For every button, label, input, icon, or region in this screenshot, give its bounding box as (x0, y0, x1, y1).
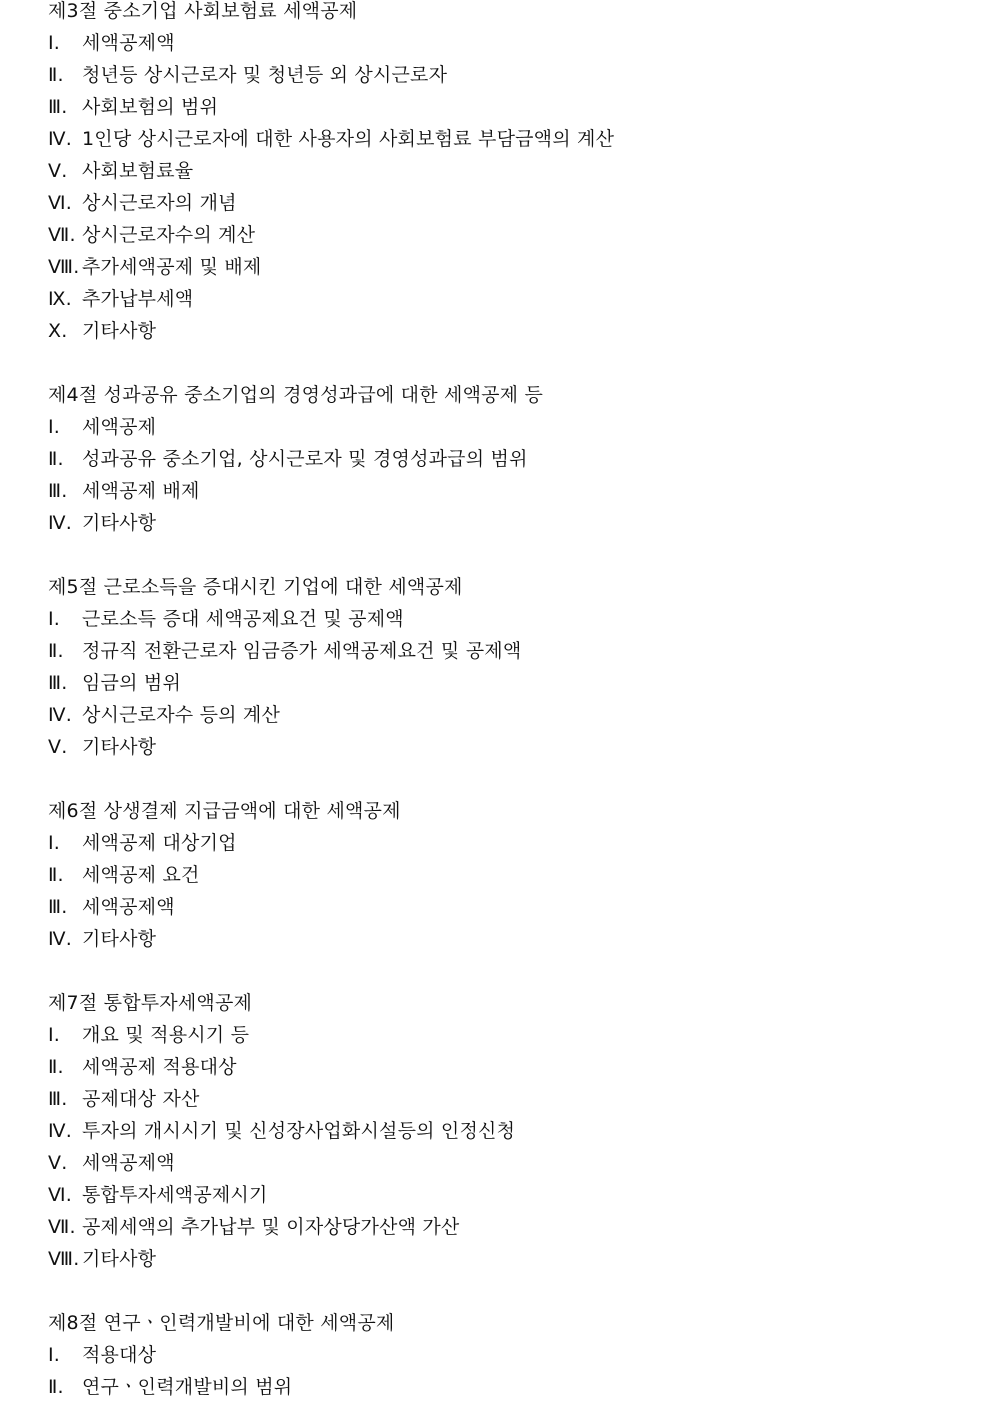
item-number: Ⅲ. (48, 896, 68, 918)
toc-item (48, 1179, 968, 1211)
item-number: Ⅷ. (48, 1248, 80, 1270)
item-number: Ⅸ. (48, 288, 72, 310)
toc-item (48, 251, 968, 283)
toc-item (48, 859, 968, 891)
toc-item (48, 1051, 968, 1083)
toc-item (48, 1019, 968, 1051)
section-heading: 제4절 성과공유 중소기업의 경영성과급에 대한 세액공제 등 (48, 384, 544, 406)
item-number: Ⅱ. (48, 1376, 64, 1398)
toc-item (48, 27, 968, 59)
item-number: Ⅴ. (48, 736, 68, 758)
toc-item (48, 1115, 968, 1147)
toc-section (48, 1307, 968, 1403)
item-title: 적용대상 (82, 1344, 157, 1366)
item-number: Ⅰ. (48, 1024, 61, 1046)
item-title: 추가납부세액 (82, 288, 194, 310)
item-title: 기타사항 (82, 320, 157, 342)
item-number: Ⅱ. (48, 1056, 64, 1078)
item-title: 공제대상 자산 (82, 1088, 200, 1110)
item-title: 근로소득 증대 세액공제요건 및 공제액 (82, 608, 404, 630)
item-title: 정규직 전환근로자 임금증가 세액공제요건 및 공제액 (82, 640, 522, 662)
item-title: 통합투자세액공제시기 (82, 1184, 268, 1206)
toc-item (48, 1243, 968, 1275)
item-title: 기타사항 (82, 1248, 157, 1270)
item-title: 추가세액공제 및 배제 (82, 256, 262, 278)
toc-item (48, 699, 968, 731)
item-number: Ⅲ. (48, 480, 68, 502)
item-title: 투자의 개시시기 및 신성장사업화시설등의 인정신청 (82, 1120, 516, 1142)
toc-item (48, 731, 968, 763)
toc-item (48, 603, 968, 635)
toc-item (48, 59, 968, 91)
toc-item (48, 315, 968, 347)
toc-section (48, 379, 968, 539)
section-heading: 제6절 상생결제 지급금액에 대한 세액공제 (48, 800, 401, 822)
item-title: 공제세액의 추가납부 및 이자상당가산액 가산 (82, 1216, 460, 1238)
item-title: 세액공제 (82, 416, 157, 438)
toc-item (48, 1371, 968, 1403)
item-title: 임금의 범위 (82, 672, 182, 694)
toc-item (48, 1083, 968, 1115)
toc-item (48, 1211, 968, 1243)
item-title: 세액공제 적용대상 (82, 1056, 237, 1078)
item-number: Ⅵ. (48, 192, 72, 214)
item-number: Ⅲ. (48, 96, 68, 118)
item-title: 성과공유 중소기업, 상시근로자 및 경영성과급의 범위 (82, 448, 528, 470)
item-number: Ⅰ. (48, 832, 61, 854)
section-heading: 제7절 통합투자세액공제 (48, 992, 253, 1014)
item-title: 사회보험의 범위 (82, 96, 219, 118)
toc-item (48, 1147, 968, 1179)
toc-item (48, 923, 968, 955)
item-number: Ⅱ. (48, 640, 64, 662)
item-number: Ⅲ. (48, 1088, 68, 1110)
item-title: 개요 및 적용시기 등 (82, 1024, 250, 1046)
item-title: 세액공제액 (82, 1152, 175, 1174)
item-number: Ⅷ. (48, 256, 80, 278)
toc-item (48, 411, 968, 443)
toc-section (48, 0, 968, 347)
item-number: Ⅳ. (48, 1120, 72, 1142)
item-title: 세액공제 요건 (82, 864, 200, 886)
item-number: Ⅶ. (48, 224, 76, 246)
item-number: Ⅱ. (48, 448, 64, 470)
toc-item (48, 827, 968, 859)
toc-item (48, 891, 968, 923)
item-number: Ⅵ. (48, 1184, 72, 1206)
item-number: Ⅹ. (48, 320, 68, 342)
toc-item (48, 1339, 968, 1371)
item-number: Ⅲ. (48, 672, 68, 694)
item-number: Ⅰ. (48, 416, 61, 438)
item-number: Ⅳ. (48, 128, 72, 150)
item-number: Ⅴ. (48, 160, 68, 182)
item-title: 기타사항 (82, 512, 157, 534)
toc-item (48, 155, 968, 187)
item-title: 상시근로자수의 계산 (82, 224, 256, 246)
toc-item (48, 219, 968, 251)
item-title: 세액공제 대상기업 (82, 832, 237, 854)
item-title: 청년등 상시근로자 및 청년등 외 상시근로자 (82, 64, 448, 86)
toc-section (48, 795, 968, 955)
table-of-contents (48, 0, 968, 1403)
item-title: 연구ㆍ인력개발비의 범위 (82, 1376, 293, 1398)
item-number: Ⅳ. (48, 512, 72, 534)
item-title: 사회보험료율 (82, 160, 194, 182)
item-number: Ⅴ. (48, 1152, 68, 1174)
item-title: 상시근로자의 개념 (82, 192, 237, 214)
toc-item (48, 123, 968, 155)
toc-item (48, 283, 968, 315)
toc-section (48, 987, 968, 1275)
section-heading: 제3절 중소기업 사회보험료 세액공제 (48, 0, 358, 22)
toc-item (48, 91, 968, 123)
toc-section (48, 571, 968, 763)
toc-item (48, 475, 968, 507)
item-number: Ⅶ. (48, 1216, 76, 1238)
item-title: 세액공제액 (82, 896, 175, 918)
item-title: 세액공제액 (82, 32, 175, 54)
item-title: 기타사항 (82, 928, 157, 950)
item-title: 1인당 상시근로자에 대한 사용자의 사회보험료 부담금액의 계산 (82, 128, 615, 150)
item-number: Ⅳ. (48, 704, 72, 726)
item-number: Ⅰ. (48, 1344, 61, 1366)
section-heading: 제8절 연구ㆍ인력개발비에 대한 세액공제 (48, 1312, 395, 1334)
item-number: Ⅳ. (48, 928, 72, 950)
item-title: 상시근로자수 등의 계산 (82, 704, 281, 726)
item-number: Ⅰ. (48, 32, 61, 54)
toc-item (48, 187, 968, 219)
toc-item (48, 507, 968, 539)
toc-item (48, 635, 968, 667)
toc-item (48, 443, 968, 475)
item-title: 기타사항 (82, 736, 157, 758)
toc-item (48, 667, 968, 699)
item-title: 세액공제 배제 (82, 480, 200, 502)
section-heading: 제5절 근로소득을 증대시킨 기업에 대한 세액공제 (48, 576, 463, 598)
item-number: Ⅱ. (48, 864, 64, 886)
item-number: Ⅱ. (48, 64, 64, 86)
item-number: Ⅰ. (48, 608, 61, 630)
